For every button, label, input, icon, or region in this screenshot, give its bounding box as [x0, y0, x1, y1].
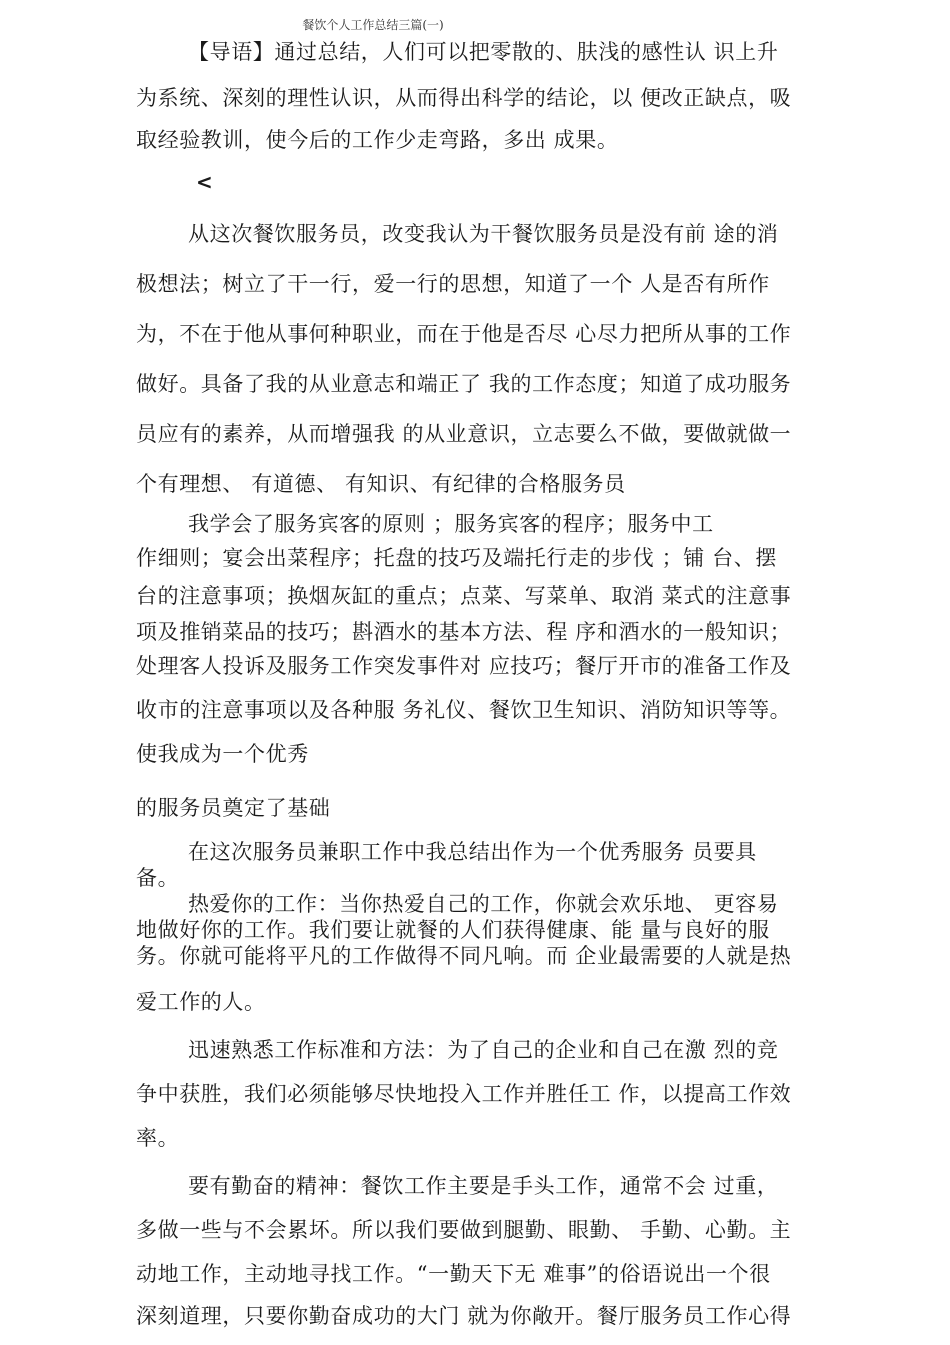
text-line: 作细则；宴会出菜程序；托盘的技巧及端托行走的步伐 ；铺 台、摆	[136, 546, 777, 570]
text-line: 为系统、深刻的理性认识，从而得出科学的结论，以 便改正缺点，吸	[136, 86, 792, 110]
text-line: 取经验教训，使今后的工作少走弯路，多出 成果。	[136, 128, 619, 152]
text-line: 要有勤奋的精神：餐饮工作主要是手头工作，通常不会 过重，	[188, 1174, 779, 1198]
text-line: 地做好你的工作。我们要让就餐的人们获得健康、能 量与良好的服	[136, 918, 770, 942]
text-line: 我学会了服务宾客的原则 ；服务宾客的程序；服务中工	[188, 512, 714, 536]
text-line: 处理客人投诉及服务工作突发事件对 应技巧；餐厅开市的准备工作及	[136, 654, 792, 678]
text-line: 为，不在于他从事何种职业，而在于他是否尽 心尽力把所从事的工作	[136, 322, 792, 346]
page-header: 餐饮个人工作总结三篇(一)	[302, 18, 444, 32]
text-line: 做好。具备了我的从业意志和端正了 我的工作态度；知道了成功服务	[136, 372, 792, 396]
text-line: 项及推销菜品的技巧；斟酒水的基本方法、程 序和酒水的一般知识；	[136, 620, 792, 644]
text-line: 务。你就可能将平凡的工作做得不同凡响。而 企业最需要的人就是热	[136, 944, 792, 968]
text-line: 备。	[136, 866, 180, 890]
text-line: 员应有的素养，从而增强我 的从业意识，立志要么不做，要做就做一	[136, 422, 792, 446]
text-line: 争中获胜，我们必须能够尽快地投入工作并胜任工 作，以提高工作效	[136, 1082, 792, 1106]
text-line: 个有理想、 有道德、 有知识、有纪律的合格服务员	[136, 472, 626, 496]
text-line: 使我成为一个优秀	[136, 742, 309, 766]
text-line: 收市的注意事项以及各种服 务礼仪、餐饮卫生知识、消防知识等等。	[136, 698, 792, 722]
text-line: 深刻道理，只要你勤奋成功的大门 就为你敞开。餐厅服务员工作心得	[136, 1304, 792, 1328]
text-line: 爱工作的人。	[136, 990, 266, 1014]
text-line: 多做一些与不会累坏。所以我们要做到腿勤、眼勤、 手勤、心勤。主	[136, 1218, 792, 1242]
text-line: 极想法；树立了干一行，爱一行的思想，知道了一个 人是否有所作	[136, 272, 770, 296]
text-line: 的服务员奠定了基础	[136, 796, 331, 820]
marker-glyph: <	[196, 170, 213, 194]
text-line: 热爱你的工作：当你热爱自己的工作，你就会欢乐地、 更容易	[188, 892, 779, 916]
text-line: 迅速熟悉工作标准和方法：为了自己的企业和自己在激 烈的竞	[188, 1038, 779, 1062]
text-line: 率。	[136, 1126, 180, 1150]
text-line: 台的注意事项；换烟灰缸的重点；点菜、写菜单、取消 菜式的注意事	[136, 584, 792, 608]
text-line: 【导语】通过总结，人们可以把零散的、肤浅的感性认 识上升	[188, 40, 779, 64]
text-line: 在这次服务员兼职工作中我总结出作为一个优秀服务 员要具	[188, 840, 757, 864]
text-line: 动地工作，主动地寻找工作。“一勤天下无 难事”的俗语说出一个很	[136, 1262, 771, 1286]
text-line: 从这次餐饮服务员，改变我认为干餐饮服务员是没有前 途的消	[188, 222, 779, 246]
